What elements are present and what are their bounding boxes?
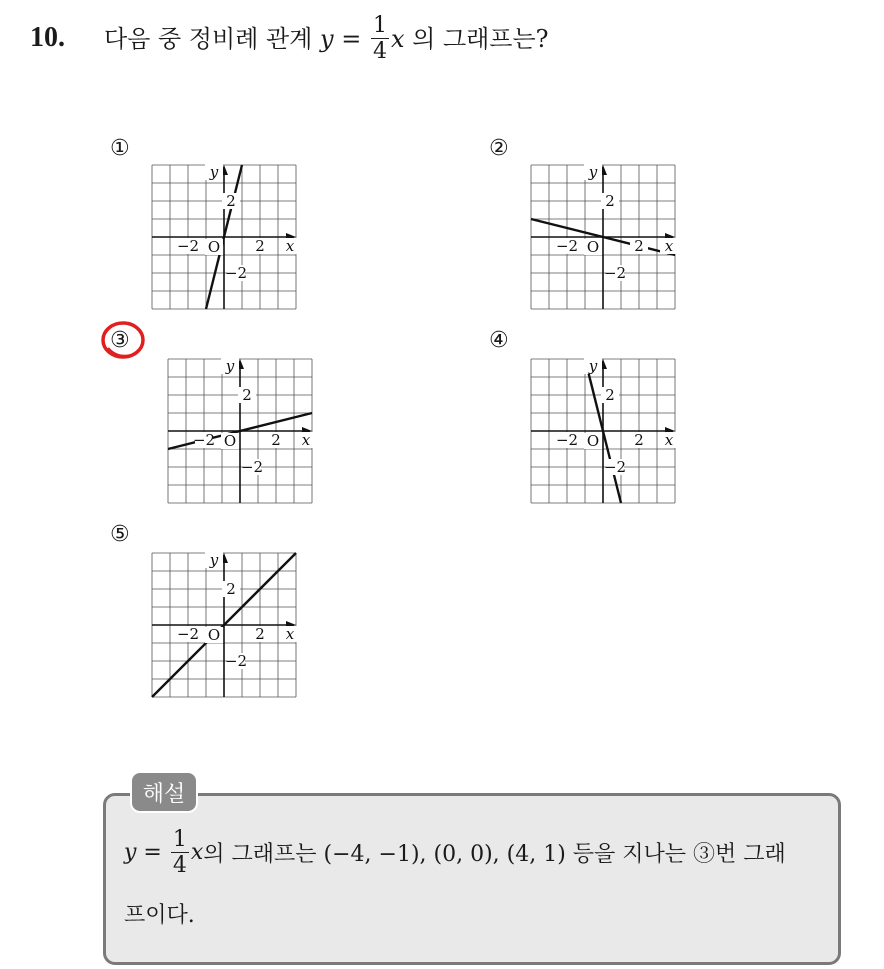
option-4-label[interactable]: ④ bbox=[489, 328, 509, 353]
origin-label: O bbox=[207, 626, 221, 644]
tick-label-left: −2 bbox=[555, 237, 579, 255]
question-prefix: 다음 중 정비례 관계 bbox=[104, 24, 313, 53]
graph-option-1[interactable] bbox=[150, 163, 298, 311]
solution-tag: 해설 bbox=[130, 771, 198, 813]
graph-option-2[interactable] bbox=[529, 163, 677, 311]
fraction-denominator: 4 bbox=[372, 39, 387, 65]
solution-eq-var: x bbox=[190, 840, 204, 866]
graph-svg bbox=[150, 551, 298, 699]
tick-label-bottom: −2 bbox=[240, 458, 264, 476]
x-axis-label: x bbox=[301, 431, 311, 449]
tick-label-right: 2 bbox=[271, 431, 281, 449]
option-5-label[interactable]: ⑤ bbox=[110, 522, 130, 547]
y-axis-label: y bbox=[209, 163, 219, 181]
origin-label: O bbox=[586, 238, 600, 256]
graph-option-5[interactable] bbox=[150, 551, 298, 699]
origin-label: O bbox=[223, 432, 237, 450]
tick-label-bottom: −2 bbox=[224, 264, 248, 282]
y-axis-label: y bbox=[225, 357, 235, 375]
solution-eq-lhs: y = bbox=[124, 840, 162, 866]
graph-svg bbox=[529, 163, 677, 311]
graph-svg bbox=[166, 357, 314, 505]
tick-label-right: 2 bbox=[634, 237, 644, 255]
tick-label-right: 2 bbox=[255, 625, 265, 643]
question-suffix: 의 그래프는? bbox=[412, 24, 549, 53]
tick-label-right: 2 bbox=[634, 431, 644, 449]
question-number: 10. bbox=[30, 22, 65, 53]
solution-fraction-denominator: 4 bbox=[172, 853, 187, 879]
option-1-label[interactable]: ① bbox=[110, 136, 130, 161]
x-axis-label: x bbox=[664, 431, 674, 449]
tick-label-bottom: −2 bbox=[603, 458, 627, 476]
tick-label-top: 2 bbox=[226, 192, 236, 210]
tick-label-top: 2 bbox=[605, 386, 615, 404]
solution-line-2: 프이다. bbox=[124, 903, 195, 928]
tick-label-right: 2 bbox=[255, 237, 265, 255]
tick-label-left: −2 bbox=[176, 625, 200, 643]
answer-circle-mark bbox=[98, 318, 150, 364]
tick-label-bottom: −2 bbox=[603, 264, 627, 282]
question-fraction bbox=[371, 14, 389, 63]
graph-svg bbox=[529, 357, 677, 505]
y-axis-label: y bbox=[588, 163, 598, 181]
solution-fraction-numerator: 1 bbox=[172, 827, 187, 852]
fraction-numerator: 1 bbox=[372, 13, 387, 38]
graph-option-3[interactable] bbox=[166, 357, 314, 505]
question-eq-lhs: y = bbox=[320, 24, 362, 53]
graph-option-4[interactable] bbox=[529, 357, 677, 505]
tick-label-left: −2 bbox=[555, 431, 579, 449]
origin-label: O bbox=[207, 238, 221, 256]
tick-label-left: −2 bbox=[176, 237, 200, 255]
option-2-label[interactable]: ② bbox=[489, 136, 509, 161]
origin-label: O bbox=[586, 432, 600, 450]
solution-line1-text: 의 그래프는 (−4, −1), (0, 0), (4, 1) 등을 지나는 ③번 그래 bbox=[203, 842, 786, 868]
tick-label-top: 2 bbox=[605, 192, 615, 210]
tick-label-top: 2 bbox=[242, 386, 252, 404]
tick-label-bottom: −2 bbox=[224, 652, 248, 670]
option-3-label[interactable]: ③ bbox=[110, 328, 130, 353]
x-axis-label: x bbox=[285, 625, 295, 643]
y-axis-label: y bbox=[209, 551, 219, 569]
graph-svg bbox=[150, 163, 298, 311]
x-axis-label: x bbox=[285, 237, 295, 255]
x-axis-label: x bbox=[664, 237, 674, 255]
tick-label-top: 2 bbox=[226, 580, 236, 598]
question-text bbox=[104, 14, 549, 63]
tick-label-left: −2 bbox=[192, 431, 216, 449]
solution-line-1 bbox=[124, 828, 786, 877]
solution-fraction bbox=[171, 828, 189, 877]
y-axis-label: y bbox=[588, 357, 598, 375]
answer-circle-stroke bbox=[103, 323, 143, 357]
question-eq-var: x bbox=[390, 24, 405, 53]
solution-box bbox=[103, 793, 841, 965]
